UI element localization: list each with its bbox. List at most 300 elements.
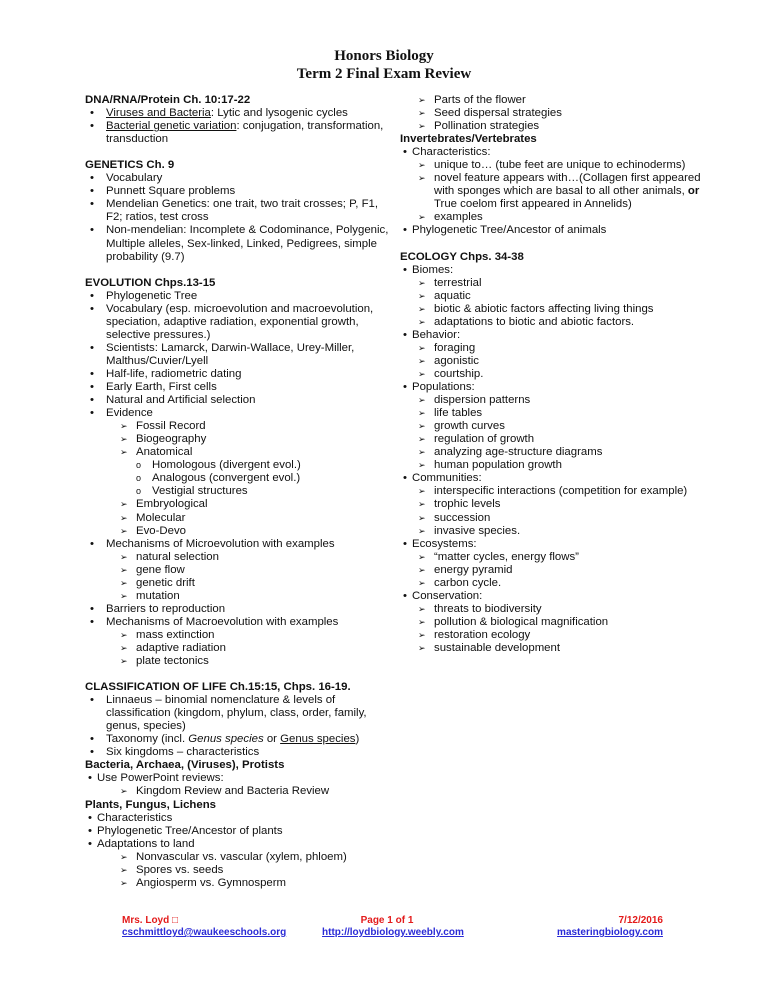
footer-right [557,915,663,939]
line-text: Vocabulary [106,172,163,185]
bullet-icon: • [403,589,407,602]
section-heading [85,277,390,290]
line-text: Phylogenetic Tree/Ancestor of plants [97,824,283,837]
line-text: unique to… (tube feet are unique to echinoderms) [434,159,686,172]
line-text: Half-life, radiometric dating [106,367,242,380]
line-text: Punnett Square problems [106,185,236,198]
arrow-bullet-icon: ➢ [418,577,426,588]
sub-bullet-item [400,485,700,498]
arrow-bullet-icon: ➢ [418,512,426,523]
bullet-item [85,342,390,355]
line-text: CLASSIFICATION OF LIFE Ch.15:15, Chps. 16-19. [85,681,351,694]
bullet-icon: • [403,381,407,394]
bullet-icon: • [403,263,407,276]
section-heading [400,251,700,264]
line-text: Phylogenetic Tree [106,289,198,302]
arrow-bullet-icon: ➢ [120,629,128,640]
sub-bullet-item [400,512,700,525]
bullet-icon: • [88,837,92,850]
document-subtitle: Term 2 Final Exam Review [296,66,472,82]
arrow-bullet-icon: ➢ [418,368,426,379]
line-text: succession [434,511,491,524]
bullet-icon: • [90,367,94,380]
sub-bullet-item [400,368,700,381]
arrow-bullet-icon: ➢ [418,499,426,510]
bullet-item [85,838,390,851]
bullet-item [85,303,390,316]
arrow-bullet-icon: ➢ [120,421,128,432]
arrow-bullet-icon: ➢ [418,95,426,105]
bullet-icon: • [403,472,407,485]
line-text: Pollination strategies [434,120,540,133]
line-text: Barriers to reproduction [106,602,226,615]
arrow-bullet-icon: ➢ [120,642,128,653]
line-text: Six kingdoms – characteristics [106,746,260,759]
bullet-continuation [85,720,390,733]
arrow-bullet-icon: ➢ [418,316,426,327]
line-text: Analogous (convergent evol.) [152,472,301,485]
sub-bullet-item [85,525,390,538]
line-text: dispersion patterns [434,394,531,407]
line-text: energy pyramid [434,563,513,576]
bullet-continuation [85,316,390,329]
section-heading [85,159,390,172]
bullet-item [400,381,700,394]
line-text: mutation [136,589,180,602]
circle-bullet-icon: o [136,460,142,471]
line-text: Embryological [136,498,208,511]
line-text: genus, species) [106,720,186,733]
arrow-bullet-icon: ➢ [120,786,128,797]
bullet-icon: • [90,302,94,315]
line-text: trophic levels [434,498,501,511]
line-text: aquatic [434,289,471,302]
arrow-bullet-icon: ➢ [418,108,426,119]
sub-bullet-item [400,342,700,355]
sub-bullet-item [85,577,390,590]
line-text: Communities: [412,472,482,485]
line-text: Adaptations to land [97,837,195,850]
sub-bullet-item [400,159,700,172]
arrow-bullet-icon: ➢ [120,864,128,875]
line-text: pollution & biological magnification [434,615,609,628]
line-text: Vocabulary (esp. microevolution and macroevolution, [106,302,374,315]
line-text: EVOLUTION Chps.13-15 [85,276,216,289]
line-text: Conservation: [412,589,483,602]
bullet-icon: • [88,811,92,824]
line-text: invasive species. [434,524,521,537]
arrow-bullet-icon: ➢ [418,564,426,575]
arrow-bullet-icon: ➢ [418,212,426,223]
bullet-icon: • [90,172,94,185]
line-text: ECOLOGY Chps. 34-38 [400,250,524,263]
bullet-icon: • [90,733,94,746]
footer-page-number: Page 1 of 1 [360,915,414,926]
footer-center [322,915,464,939]
line-text: growth curves [434,420,505,433]
arrow-bullet-icon: ➢ [120,656,128,667]
bullet-item [85,538,390,551]
line-text: novel feature appears with…(Collagen first appeared [434,172,701,185]
sub-bullet-item [400,303,700,316]
bullet-item [85,290,390,303]
bullet-item [85,172,390,185]
bullet-icon: • [90,185,94,198]
line-text: adaptive radiation [136,641,226,654]
sub-bullet-item [400,277,700,290]
bullet-icon: • [90,694,94,707]
sub-bullet-item [400,525,700,538]
sub-bullet-item [400,642,700,655]
bullet-item [85,407,390,420]
bullet-icon: • [88,824,92,837]
line-text: Scientists: Lamarck, Darwin-Wallace, Urey-Miller, [106,341,355,354]
sub-bullet-item [400,551,700,564]
sub-bullet-item [400,290,700,303]
bullet-icon: • [403,328,407,341]
line-text: Populations: [412,381,475,394]
bullet-continuation [85,251,390,264]
line-text: mass extinction [136,628,215,641]
bullet-item [85,368,390,381]
underlined-text: Viruses and Bacteria [106,107,211,120]
bullet-item [85,616,390,629]
line-text: Biomes: [412,263,454,276]
sub-bullet-item [400,459,700,472]
sub-sub-bullet-item [85,485,390,498]
line-text: gene flow [136,563,185,576]
arrow-bullet-icon: ➢ [418,460,426,471]
line-text: Angiosperm vs. Gymnosperm [136,876,287,889]
arrow-bullet-icon: ➢ [418,642,426,653]
bullet-item [85,733,390,746]
sub-bullet-item [85,655,390,668]
line-text: threats to biodiversity [434,602,542,615]
line-text: Biogeography [136,433,207,446]
sub-bullet-item [85,551,390,564]
arrow-bullet-icon: ➢ [418,434,426,445]
bullet-item [85,120,390,133]
line-text: True coelom first appeared in Annelids) [434,198,632,211]
arrow-bullet-icon: ➢ [120,434,128,445]
right-column [400,94,700,655]
line-text: Spores vs. seeds [136,863,224,876]
bullet-icon: • [90,407,94,420]
line-text: Evidence [106,407,153,420]
line-text: : Lytic and lysogenic cycles [210,107,348,120]
line-text: Invertebrates/Vertebrates [400,133,537,146]
sub-bullet-item [85,851,390,864]
line-text: Kingdom Review and Bacteria Review [136,785,330,798]
sub-bullet-continuation [400,185,700,198]
bullet-icon: • [88,772,92,785]
sub-bullet-item [400,211,700,224]
circle-bullet-icon: o [136,486,142,497]
bullet-continuation [85,211,390,224]
bullet-icon: • [90,224,94,237]
sub-bullet-item [400,107,700,120]
bullet-item [400,472,700,485]
bullet-item [85,603,390,616]
sub-bullet-item [400,616,700,629]
sub-bullet-continuation [400,198,700,211]
arrow-bullet-icon: ➢ [418,355,426,366]
bullet-icon: • [90,394,94,407]
line-text: Molecular [136,511,186,524]
circle-bullet-icon: o [136,473,142,484]
bullet-item [400,264,700,277]
line-text: natural selection [136,550,219,563]
sub-bullet-item [400,603,700,616]
arrow-bullet-icon: ➢ [120,590,128,601]
sub-bullet-item [400,407,700,420]
blank-line [85,668,390,681]
line-text: F2; ratios, test cross [106,211,209,224]
sub-bullet-item [85,512,390,525]
line-text: with sponges which are basal to all other animals, [434,185,688,198]
arrow-bullet-icon: ➢ [418,447,426,458]
arrow-bullet-icon: ➢ [120,577,128,588]
sub-bullet-item [400,629,700,642]
line-text: Plants, Fungus, Lichens [85,798,217,811]
arrow-bullet-icon: ➢ [418,629,426,640]
footer-email-link[interactable]: cschmittloyd@waukeeschools.org [122,927,287,938]
italic-text: Genus species [188,733,264,746]
line-text: Ecosystems: [412,537,477,550]
line-text: Nonvascular vs. vascular (xylem, phloem) [136,850,347,863]
arrow-bullet-icon: ➢ [418,342,426,353]
bullet-item [85,772,390,785]
left-column [85,94,390,890]
arrow-bullet-icon: ➢ [418,395,426,406]
line-text: ) [355,733,360,746]
sub-bullet-item [400,355,700,368]
sub-bullet-item [400,498,700,511]
sub-bullet-item [400,577,700,590]
arrow-bullet-icon: ➢ [120,499,128,510]
line-text: selective pressures.) [106,328,211,341]
bullet-item [85,381,390,394]
sub-bullet-item [85,590,390,603]
sub-bullet-item [400,420,700,433]
sub-sub-bullet-item [85,459,390,472]
line-text: foraging [434,341,476,354]
sub-bullet-item [85,433,390,446]
line-text: courtship. [434,367,484,380]
sub-bullet-item [400,120,700,133]
line-text: adaptations to biotic and abiotic factors. [434,315,635,328]
line-text: “matter cycles, energy flows” [434,550,579,563]
arrow-bullet-icon: ➢ [418,486,426,497]
line-text: classification (kingdom, phylum, class, order, family, [106,707,367,720]
arrow-bullet-icon: ➢ [418,290,426,301]
bullet-icon: • [403,146,407,159]
line-text: plate tectonics [136,655,209,668]
line-text: Multiple alleles, Sex-linked, Linked, Pedigrees, simple [106,237,377,250]
bullet-item [85,394,390,407]
line-text: GENETICS Ch. 9 [85,159,175,172]
line-text: Malthus/Cuvier/Lyell [106,354,209,367]
bullet-icon: • [90,381,94,394]
sub-bullet-item [85,498,390,511]
bullet-icon: • [90,615,94,628]
bullet-item [85,107,390,120]
bullet-icon: • [90,107,94,120]
footer-date: 7/12/2016 [618,915,663,926]
line-text: Parts of the flower [434,94,526,106]
sub-bullet-item [400,172,700,185]
line-text: Natural and Artificial selection [106,394,256,407]
arrow-bullet-icon: ➢ [418,121,426,132]
line-text: Mendelian Genetics: one trait, two trait crosses; P, F1, [106,198,379,211]
arrow-bullet-icon: ➢ [418,277,426,288]
section-heading [400,133,700,146]
sub-bullet-item [85,642,390,655]
line-text: genetic drift [136,576,195,589]
line-text: Fossil Record [136,420,206,433]
line-text: Non-mendelian: Incomplete & Codominance, Polygenic, [106,224,389,237]
sub-bullet-item [400,394,700,407]
bullet-continuation [85,707,390,720]
sub-bullet-item [400,446,700,459]
line-text: examples [434,211,483,224]
bullet-item [85,746,390,759]
line-text: Mechanisms of Macroevolution with examples [106,615,339,628]
line-text: or [687,185,700,198]
bullet-continuation [85,238,390,251]
line-text: : conjugation, transformation, [236,120,384,133]
line-text: carbon cycle. [434,576,502,589]
section-heading [85,759,390,772]
arrow-bullet-icon: ➢ [418,173,426,184]
blank-line [85,146,390,159]
bullet-item [400,146,700,159]
line-text: restoration ecology [434,628,531,641]
sub-sub-bullet-item [85,472,390,485]
line-text: Characteristics: [412,146,491,159]
sub-bullet-item [85,446,390,459]
line-text: Homologous (divergent evol.) [152,459,301,472]
line-text: Evo-Devo [136,524,187,537]
arrow-bullet-icon: ➢ [418,551,426,562]
arrow-bullet-icon: ➢ [120,877,128,888]
bullet-item [400,329,700,342]
bullet-icon: • [90,537,94,550]
line-text: human population growth [434,459,562,472]
line-text: probability (9.7) [106,250,185,263]
bullet-item [85,198,390,211]
line-text: life tables [434,407,483,420]
section-heading [85,799,390,812]
bullet-icon: • [90,120,94,133]
bullet-icon: • [90,341,94,354]
arrow-bullet-icon: ➢ [120,851,128,862]
line-text: Taxonomy (incl. [106,733,189,746]
document-title: Honors Biology [334,48,434,64]
blank-line [400,238,700,251]
bullet-continuation [85,329,390,342]
arrow-bullet-icon: ➢ [418,421,426,432]
line-text: Phylogenetic Tree/Ancestor of animals [412,224,607,237]
line-text: biotic & abiotic factors affecting living things [434,302,654,315]
line-text: Use PowerPoint reviews: [97,772,224,785]
bullet-icon: • [403,537,407,550]
line-text: terrestrial [434,276,482,289]
sub-bullet-item [400,433,700,446]
bullet-item [85,185,390,198]
arrow-bullet-icon: ➢ [418,160,426,171]
line-text: agonistic [434,354,479,367]
arrow-bullet-icon: ➢ [418,603,426,614]
arrow-bullet-icon: ➢ [120,551,128,562]
bullet-continuation [85,355,390,368]
bullet-item [85,694,390,707]
footer-author: Mrs. Loyd □ [122,915,179,926]
arrow-bullet-icon: ➢ [120,512,128,523]
arrow-bullet-icon: ➢ [120,447,128,458]
arrow-bullet-icon: ➢ [418,616,426,627]
blank-line [85,264,390,277]
line-text: regulation of growth [434,433,535,446]
line-text: Seed dispersal strategies [434,107,562,120]
line-text: Characteristics [97,811,173,824]
line-text: transduction [106,133,169,146]
arrow-bullet-icon: ➢ [418,525,426,536]
underlined-text: Genus species [280,733,356,746]
sub-bullet-item [85,629,390,642]
footer-mastering-link[interactable]: masteringbiology.com [557,927,663,938]
bullet-item [85,224,390,237]
sub-bullet-item [85,864,390,877]
sub-bullet-item [400,94,700,107]
sub-bullet-item [85,420,390,433]
bullet-item [85,825,390,838]
section-heading [85,94,390,107]
line-text: Bacteria, Archaea, (Viruses), Protists [85,759,285,772]
bullet-icon: • [90,602,94,615]
bullet-item [400,590,700,603]
sub-bullet-item [400,316,700,329]
bullet-icon: • [403,224,407,237]
line-text: speciation, adaptive radiation, exponential growth, [106,315,359,328]
arrow-bullet-icon: ➢ [120,525,128,536]
bullet-icon: • [90,746,94,759]
line-text: analyzing age-structure diagrams [434,446,603,459]
sub-bullet-item [85,877,390,890]
bullet-item [400,224,700,237]
line-text: Vestigial structures [152,485,248,498]
footer-website-link[interactable]: http://loydbiology.weebly.com [322,927,464,938]
line-text: DNA/RNA/Protein Ch. 10:17-22 [85,94,251,106]
line-text: or [263,733,281,746]
underlined-text: Bacterial genetic variation [106,120,237,133]
sub-bullet-item [400,564,700,577]
line-text: Mechanisms of Microevolution with examples [106,537,335,550]
line-text: sustainable development [434,641,561,654]
line-text: Early Earth, First cells [106,381,217,394]
section-heading [85,681,390,694]
bullet-icon: • [90,198,94,211]
line-text: interspecific interactions (competition for example) [434,485,688,498]
bullet-continuation [85,133,390,146]
line-text: Linnaeus – binomial nomenclature & levels of [106,694,336,707]
sub-bullet-item [85,785,390,798]
footer-left [122,915,286,939]
arrow-bullet-icon: ➢ [120,564,128,575]
line-text: Behavior: [412,328,461,341]
bullet-item [85,812,390,825]
bullet-item [400,538,700,551]
